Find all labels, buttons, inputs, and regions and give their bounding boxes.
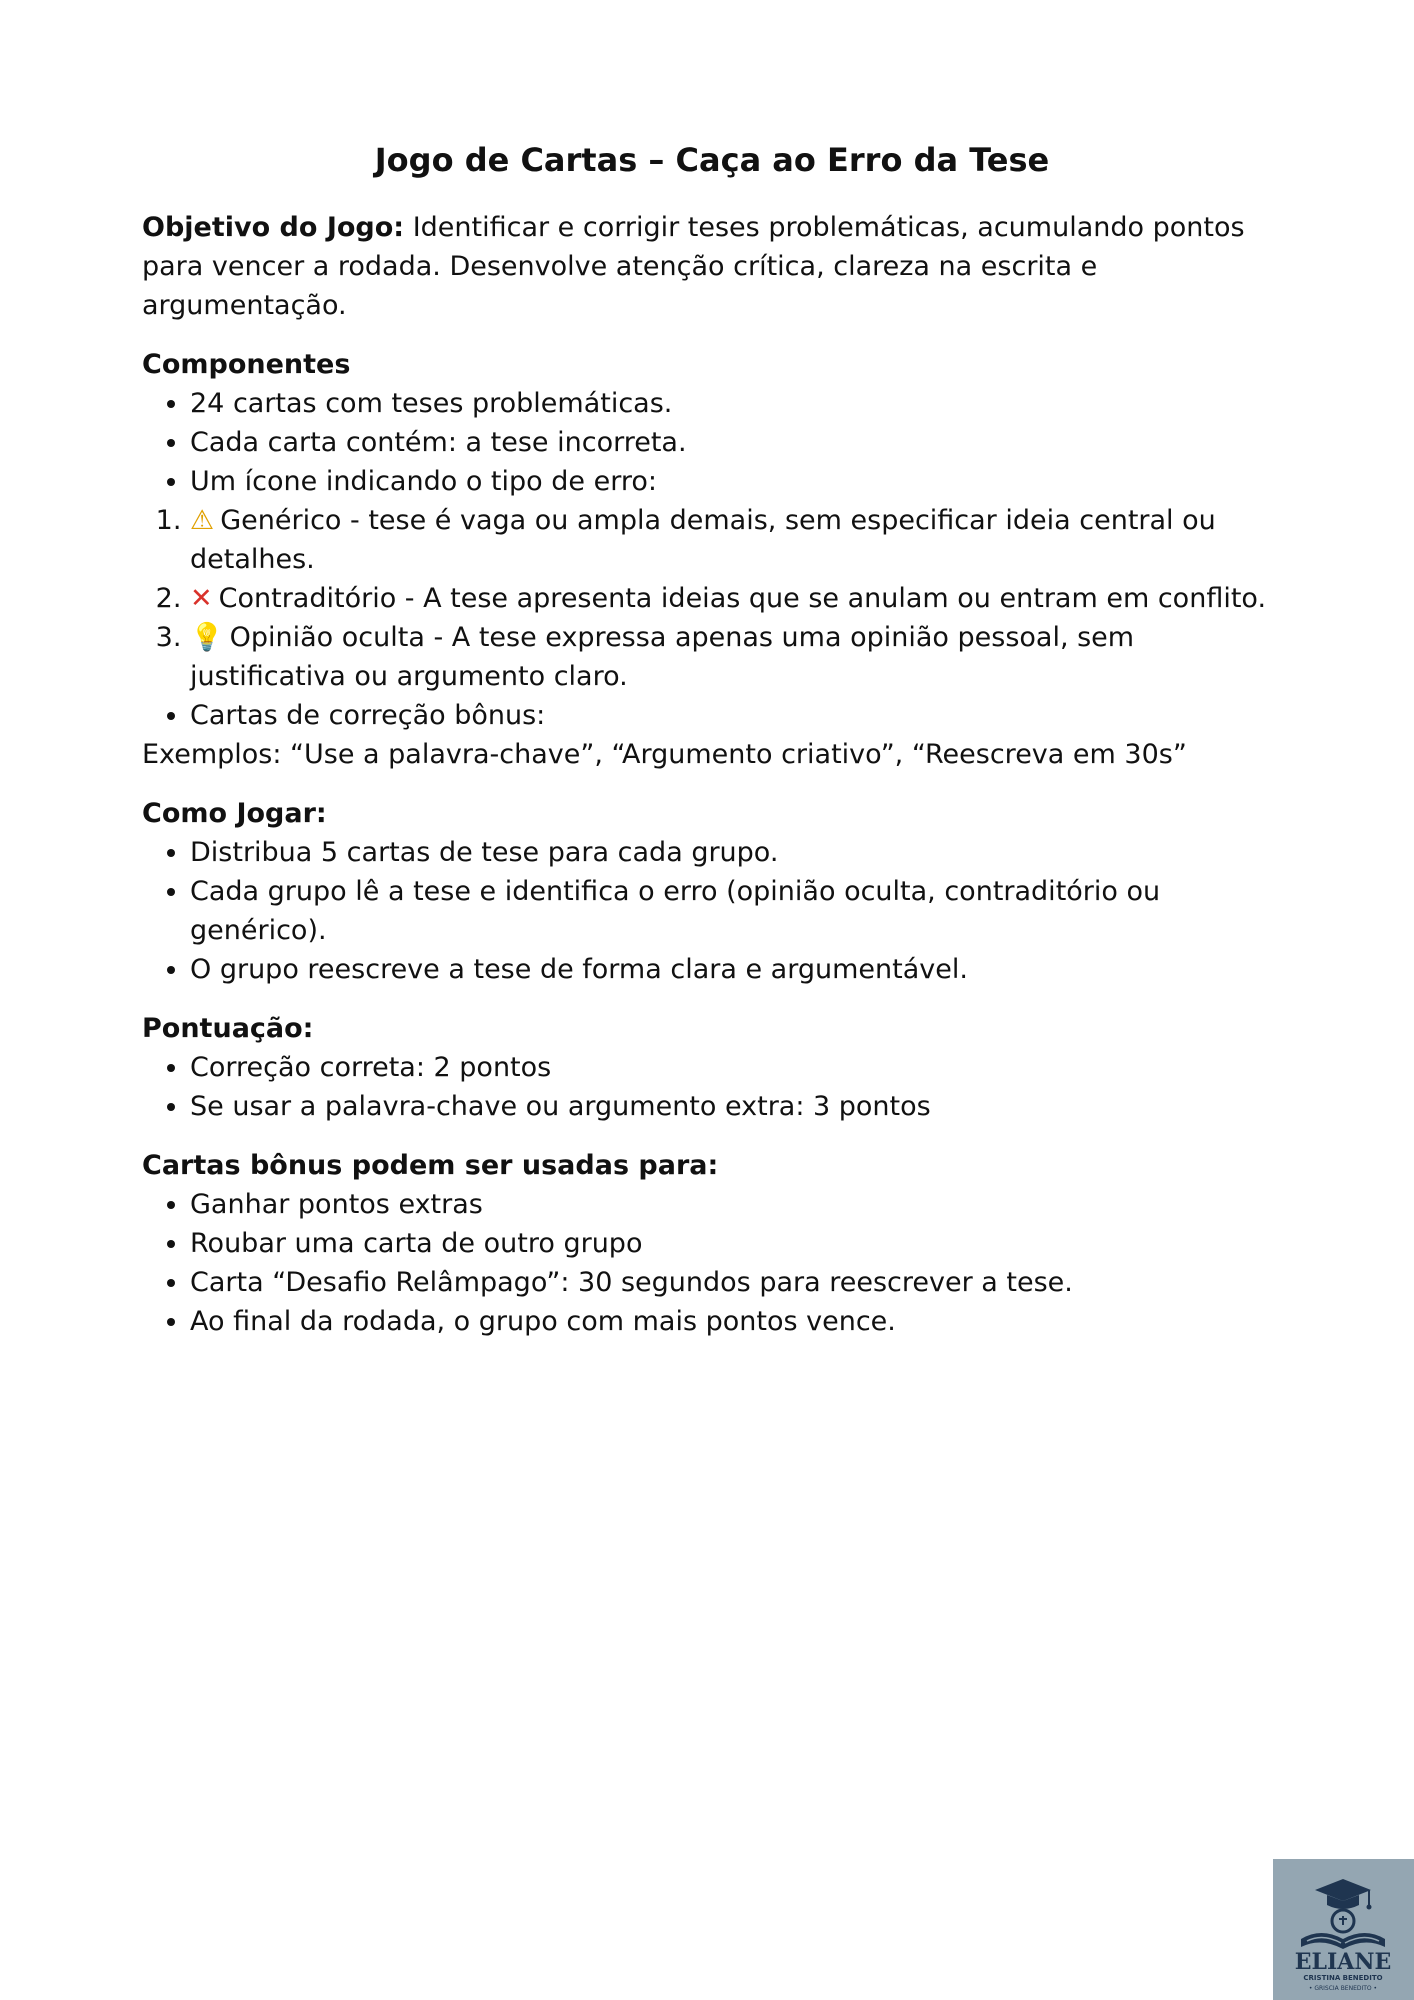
components-section	[142, 345, 1282, 774]
logo-name: ELIANE	[1294, 1949, 1392, 1975]
error-type-contradictory	[190, 579, 1282, 618]
list-item: • Carta “Desafio Relâmpago”: 30 segundos para reescrever a tese.	[190, 1263, 1282, 1302]
error-type-text: Contraditório - A tese apresenta ideias que se anulam ou entram em conflito.	[218, 583, 1267, 614]
components-list	[142, 384, 1282, 501]
how-to-play-list	[142, 833, 1282, 989]
list-item: • Ganhar pontos extras	[190, 1185, 1282, 1224]
list-item: • Cada carta contém: a tese incorreta.	[190, 423, 1282, 462]
examples-text: Exemplos: “Use a palavra-chave”, “Argumento criativo”, “Reescreva em 30s”	[142, 739, 1187, 770]
bonus-cards-list	[142, 696, 1282, 735]
list-item: • Cartas de correção bônus:	[190, 696, 1282, 735]
bonus-cards-heading: Cartas bônus podem ser usadas para:	[142, 1150, 719, 1181]
list-item: • O grupo reescreve a tese de forma clara e argumentável.	[190, 950, 1282, 989]
document-page	[142, 138, 1282, 1361]
objective-text: Identificar e corrigir teses problemáticas, acumulando pontos para vencer a rodada. Desenvolve atenção crítica, clareza na escrita e argumentação.	[142, 212, 1245, 321]
objective-label: Objetivo do Jogo:	[142, 212, 405, 243]
list-item: • Ao final da rodada, o grupo com mais pontos vence.	[190, 1302, 1282, 1341]
components-heading: Componentes	[142, 349, 351, 380]
scoring-heading: Pontuação:	[142, 1013, 314, 1044]
logo-line3: • GRISCIA BENEDITO •	[1308, 1985, 1378, 1992]
error-type-text: Opinião oculta - A tese expressa apenas uma opinião pessoal, sem justificativa ou argumento claro.	[190, 622, 1135, 692]
error-type-text: Genérico - tese é vaga ou ampla demais, sem especificar ideia central ou detalhes.	[190, 505, 1216, 575]
bonus-uses-list	[142, 1185, 1282, 1341]
error-type-generic	[190, 501, 1282, 579]
scoring-section	[142, 1009, 1282, 1126]
list-item: • 24 cartas com teses problemáticas.	[190, 384, 1282, 423]
how-to-play-heading: Como Jogar:	[142, 798, 327, 829]
objective-paragraph	[142, 208, 1282, 325]
logo-line2: CRISTINA BENEDITO	[1303, 1974, 1383, 1982]
list-item: • Roubar uma carta de outro grupo	[190, 1224, 1282, 1263]
scoring-list	[142, 1048, 1282, 1126]
bonus-cards-section	[142, 1146, 1282, 1341]
list-item: • Se usar a palavra-chave ou argumento extra: 3 pontos	[190, 1087, 1282, 1126]
light-bulb-icon: 💡	[190, 622, 224, 653]
cross-mark-icon: ✕	[190, 583, 213, 614]
list-item: • Correção correta: 2 pontos	[190, 1048, 1282, 1087]
list-item: • Um ícone indicando o tipo de erro:	[190, 462, 1282, 501]
error-type-hidden-opinion	[190, 618, 1282, 696]
document-title: Jogo de Cartas – Caça ao Erro da Tese	[374, 141, 1050, 179]
logo-graduation-book-icon	[1273, 1859, 1414, 2000]
logo	[1273, 1859, 1414, 2000]
list-item: • Cada grupo lê a tese e identifica o erro (opinião oculta, contraditório ou genérico).	[190, 872, 1282, 950]
how-to-play-section	[142, 794, 1282, 989]
list-item: • Distribua 5 cartas de tese para cada grupo.	[190, 833, 1282, 872]
error-types-list	[142, 501, 1282, 696]
warning-icon: ⚠	[190, 505, 215, 536]
